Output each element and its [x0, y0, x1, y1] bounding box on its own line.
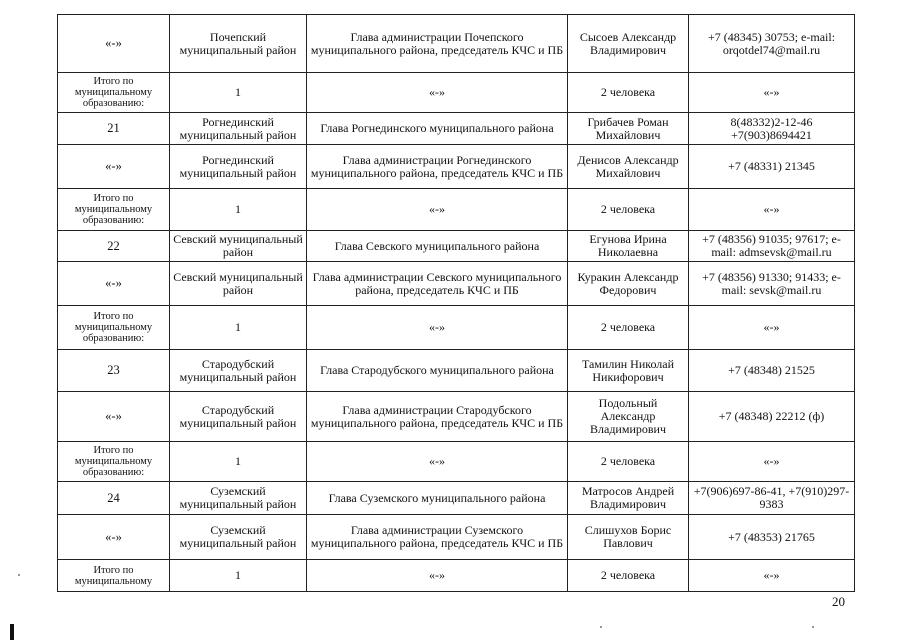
table-row	[58, 189, 855, 231]
row-number-cell: Итого по муниципальному образованию:	[58, 189, 170, 231]
contact-cell: +7 (48353) 21765	[689, 515, 855, 560]
district-cell: 1	[170, 73, 307, 113]
position-cell: Глава администрации Стародубского муниципального района, председатель КЧС и ПБ	[307, 392, 568, 442]
row-number-cell: Итого по муниципальному образованию:	[58, 306, 170, 350]
table-row	[58, 442, 855, 482]
contact-cell: +7 (48356) 91330; 91433; e-mail: sevsk@mail.ru	[689, 262, 855, 306]
position-cell: «-»	[307, 306, 568, 350]
row-number-cell: 24	[58, 482, 170, 515]
row-number-cell: 21	[58, 113, 170, 145]
contact-cell: «-»	[689, 73, 855, 113]
person-cell: 2 человека	[568, 560, 689, 592]
person-cell: 2 человека	[568, 442, 689, 482]
contact-cell: «-»	[689, 306, 855, 350]
position-cell: Глава администрации Севского муниципального района, председатель КЧС и ПБ	[307, 262, 568, 306]
scan-dot	[18, 574, 20, 576]
district-cell: Суземский муниципальный район	[170, 515, 307, 560]
table-row	[58, 145, 855, 189]
table-row	[58, 306, 855, 350]
district-cell: Рогнединский муниципальный район	[170, 145, 307, 189]
district-cell: Суземский муниципальный район	[170, 482, 307, 515]
row-number-cell: Итого по муниципальному образованию:	[58, 73, 170, 113]
table-row	[58, 231, 855, 262]
contact-cell: +7 (48348) 22212 (ф)	[689, 392, 855, 442]
person-cell: 2 человека	[568, 306, 689, 350]
district-cell: 1	[170, 306, 307, 350]
contact-cell: +7 (48348) 21525	[689, 350, 855, 392]
person-cell: Подольный Александр Владимирович	[568, 392, 689, 442]
district-cell: Севский муниципальный район	[170, 231, 307, 262]
row-number-cell: Итого по муниципальному образованию:	[58, 442, 170, 482]
row-number-cell: «-»	[58, 515, 170, 560]
scan-dot	[600, 626, 602, 628]
person-cell: 2 человека	[568, 73, 689, 113]
scan-dot	[812, 626, 814, 628]
row-number-cell: 23	[58, 350, 170, 392]
contact-cell: +7(906)697-86-41, +7(910)297-9383	[689, 482, 855, 515]
position-cell: Глава администрации Суземского муниципального района, председатель КЧС и ПБ	[307, 515, 568, 560]
position-cell: Глава Севского муниципального района	[307, 231, 568, 262]
person-cell: 2 человека	[568, 189, 689, 231]
table-row	[58, 392, 855, 442]
page-number: 20	[832, 594, 845, 609]
row-number-cell: 22	[58, 231, 170, 262]
table-row	[58, 262, 855, 306]
position-cell: Глава Стародубского муниципального района	[307, 350, 568, 392]
district-cell: 1	[170, 560, 307, 592]
contact-cell: +7 (48345) 30753; e-mail: orqotdel74@mail.ru	[689, 15, 855, 73]
table-row	[58, 482, 855, 515]
position-cell: Глава администрации Почепского муниципального района, председатель КЧС и ПБ	[307, 15, 568, 73]
contact-cell: «-»	[689, 189, 855, 231]
row-number-cell: Итого по муниципальному	[58, 560, 170, 592]
person-cell: Грибачев Роман Михайлович	[568, 113, 689, 145]
person-cell: Тамилин Николай Никифорович	[568, 350, 689, 392]
table-body	[58, 15, 855, 592]
position-cell: Глава администрации Рогнединского муниципального района, председатель КЧС и ПБ	[307, 145, 568, 189]
person-cell: Сысоев Александр Владимирович	[568, 15, 689, 73]
position-cell: Глава Суземского муниципального района	[307, 482, 568, 515]
contact-cell: +7 (48331) 21345	[689, 145, 855, 189]
contact-cell: 8(48332)2-12-46 +7(903)8694421	[689, 113, 855, 145]
position-cell: «-»	[307, 189, 568, 231]
position-cell: Глава Рогнединского муниципального района	[307, 113, 568, 145]
position-cell: «-»	[307, 442, 568, 482]
row-number-cell: «-»	[58, 262, 170, 306]
row-number-cell: «-»	[58, 15, 170, 73]
person-cell: Денисов Александр Михайлович	[568, 145, 689, 189]
table-row	[58, 73, 855, 113]
scan-artifact	[10, 624, 14, 640]
person-cell: Егунова Ирина Николаевна	[568, 231, 689, 262]
table-row	[58, 515, 855, 560]
district-cell: 1	[170, 442, 307, 482]
person-cell: Куракин Александр Федорович	[568, 262, 689, 306]
district-cell: Почепский муниципальный район	[170, 15, 307, 73]
district-cell: Стародубский муниципальный район	[170, 350, 307, 392]
table-row	[58, 15, 855, 73]
contact-cell: «-»	[689, 442, 855, 482]
district-cell: Севский муниципальный район	[170, 262, 307, 306]
position-cell: «-»	[307, 73, 568, 113]
person-cell: Матросов Андрей Владимирович	[568, 482, 689, 515]
row-number-cell: «-»	[58, 392, 170, 442]
district-cell: Стародубский муниципальный район	[170, 392, 307, 442]
table-row	[58, 560, 855, 592]
officials-table	[57, 14, 855, 592]
position-cell: «-»	[307, 560, 568, 592]
contact-cell: «-»	[689, 560, 855, 592]
table-row	[58, 350, 855, 392]
district-cell: 1	[170, 189, 307, 231]
row-number-cell: «-»	[58, 145, 170, 189]
contact-cell: +7 (48356) 91035; 97617; e-mail: admsevsk@mail.ru	[689, 231, 855, 262]
table-row	[58, 113, 855, 145]
district-cell: Рогнединский муниципальный район	[170, 113, 307, 145]
person-cell: Слишухов Борис Павлович	[568, 515, 689, 560]
